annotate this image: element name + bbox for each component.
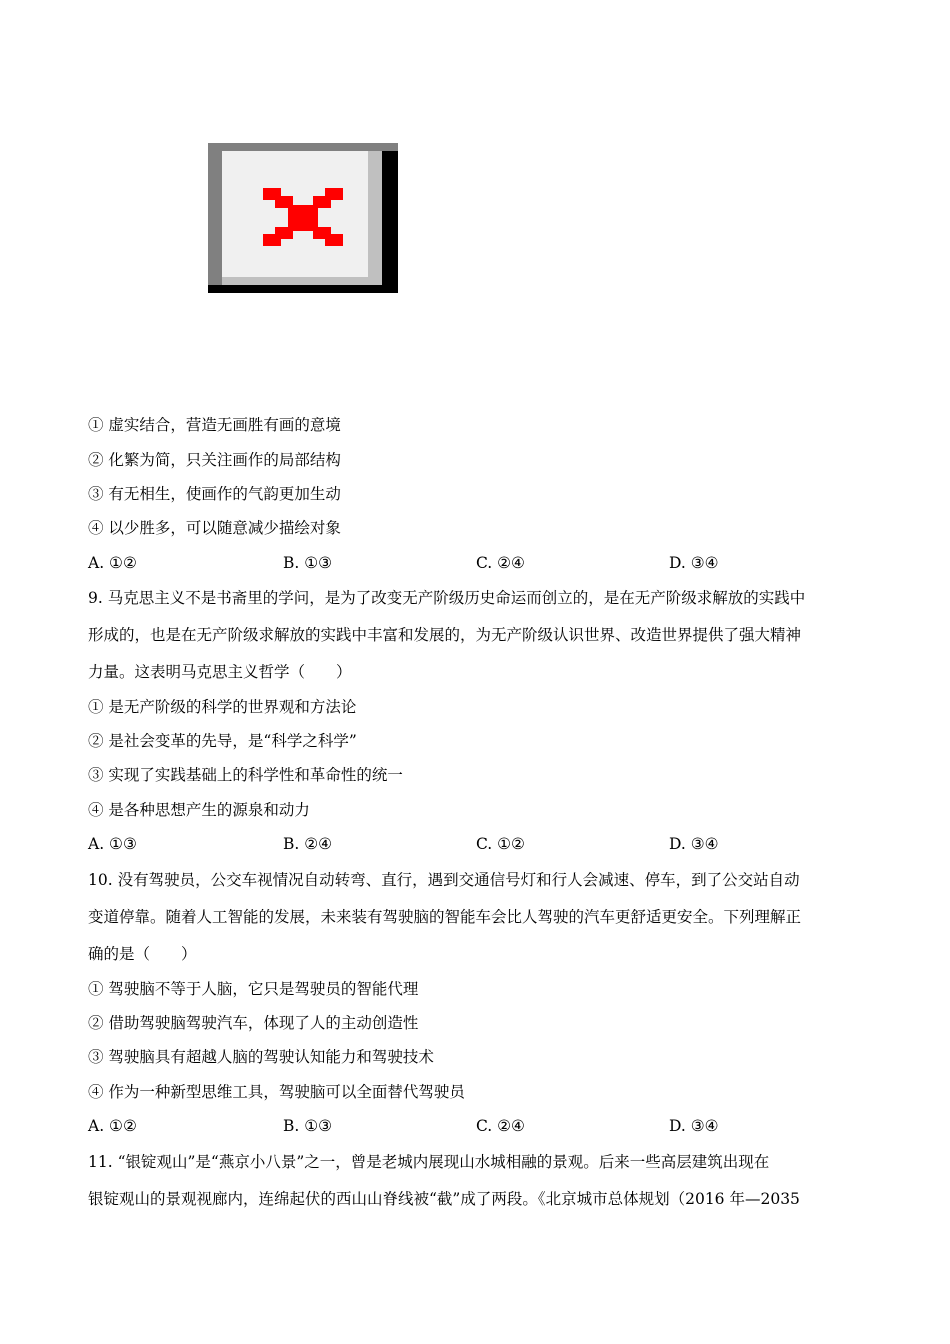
q9-statement-2: ② 是社会变革的先导，是“科学之科学” bbox=[88, 732, 357, 750]
q9-statement-3: ③ 实现了实践基础上的科学性和革命性的统一 bbox=[88, 766, 403, 784]
q9-statement-1: ① 是无产阶级的科学的世界观和方法论 bbox=[88, 698, 357, 716]
q9-option-d: D. ③④ bbox=[669, 835, 719, 853]
q8-option-b: B. ①③ bbox=[283, 554, 333, 572]
q10-option-c: C. ②④ bbox=[476, 1117, 525, 1135]
q10-statement-4: ④ 作为一种新型思维工具，驾驶脑可以全面替代驾驶员 bbox=[88, 1083, 465, 1101]
q10-option-a: A. ①② bbox=[88, 1117, 137, 1135]
q8-option-c: C. ②④ bbox=[476, 554, 525, 572]
q9-option-b: B. ②④ bbox=[283, 835, 333, 853]
q9-stem-line-3: 力量。这表明马克思主义哲学（ ） bbox=[88, 663, 352, 681]
q11-stem-line-2: 银锭观山的景观视廊内，连绵起伏的西山山脊线被“截”成了两段。《北京城市总体规划（2016 年—2035 bbox=[88, 1190, 800, 1208]
q10-option-d: D. ③④ bbox=[669, 1117, 719, 1135]
q9-option-a: A. ①③ bbox=[88, 835, 137, 853]
q9-option-c: C. ①② bbox=[476, 835, 525, 853]
q9-stem-line-1: 9. 马克思主义不是书斋里的学问，是为了改变无产阶级历史命运而创立的，是在无产阶级求解放的实践中 bbox=[88, 589, 806, 607]
q8-statement-4: ④ 以少胜多，可以随意减少描绘对象 bbox=[88, 519, 341, 537]
q10-statement-1: ① 驾驶脑不等于人脑，它只是驾驶员的智能代理 bbox=[88, 980, 419, 998]
q8-option-a: A. ①② bbox=[88, 554, 137, 572]
q10-statement-3: ③ 驾驶脑具有超越人脑的驾驶认知能力和驾驶技术 bbox=[88, 1048, 434, 1066]
q11-stem-line-1: 11. “银锭观山”是“燕京小八景”之一，曾是老城内展现山水城相融的景观。后来一些高层建筑出现在 bbox=[88, 1153, 770, 1171]
q8-statement-3: ③ 有无相生，使画作的气韵更加生动 bbox=[88, 485, 341, 503]
q8-statement-2: ② 化繁为简，只关注画作的局部结构 bbox=[88, 451, 341, 469]
q10-stem-line-2: 变道停靠。随着人工智能的发展，未来装有驾驶脑的智能车会比人驾驶的汽车更舒适更安全。下列理解正 bbox=[88, 908, 802, 926]
q10-stem-line-1: 10. 没有驾驶员，公交车视情况自动转弯、直行，遇到交通信号灯和行人会减速、停车，到了公交站自动 bbox=[88, 871, 800, 889]
q10-stem-line-3: 确的是（ ） bbox=[88, 945, 197, 963]
q8-statement-1: ① 虚实结合，营造无画胜有画的意境 bbox=[88, 416, 341, 434]
q8-option-d: D. ③④ bbox=[669, 554, 719, 572]
broken-image-icon bbox=[208, 143, 398, 293]
q9-stem-line-2: 形成的，也是在无产阶级求解放的实践中丰富和发展的，为无产阶级认识世界、改造世界提供了强大精神 bbox=[88, 626, 802, 644]
q10-option-b: B. ①③ bbox=[283, 1117, 333, 1135]
q9-statement-4: ④ 是各种思想产生的源泉和动力 bbox=[88, 801, 310, 819]
q10-statement-2: ② 借助驾驶脑驾驶汽车，体现了人的主动创造性 bbox=[88, 1014, 419, 1032]
